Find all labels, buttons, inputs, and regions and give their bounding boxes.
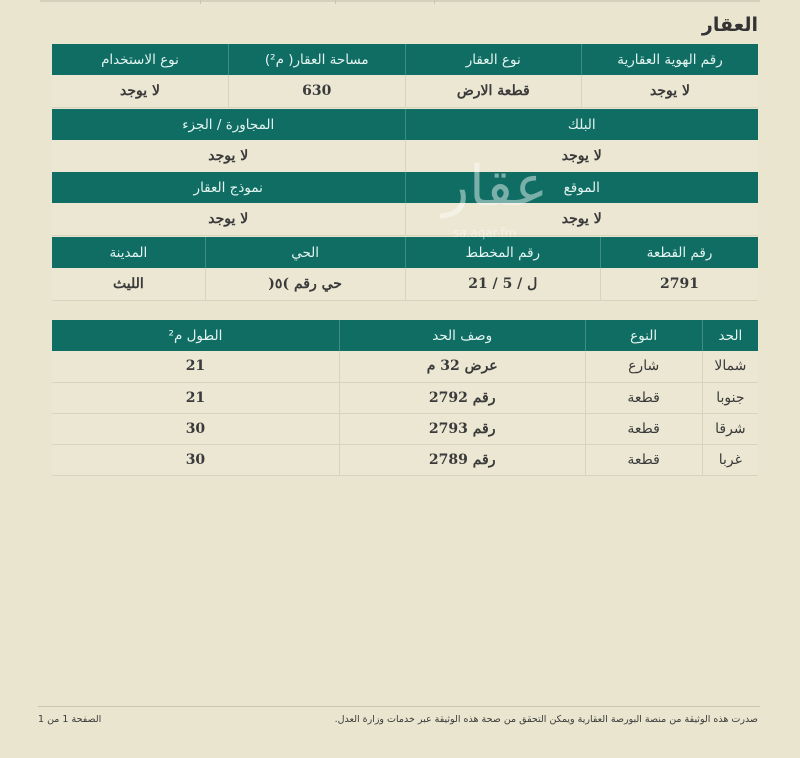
header-city: المدينة <box>52 237 205 268</box>
plot-table <box>52 237 758 301</box>
header-boundary: الحد <box>702 320 758 351</box>
table-row <box>52 140 758 172</box>
boundary-description: عرض 32 م <box>339 351 585 382</box>
page-number: الصفحة 1 من 1 <box>38 714 102 725</box>
value-plot-number: 2791 <box>601 268 758 300</box>
boundary-length: 30 <box>52 413 339 444</box>
value-block: لا يوجد <box>405 140 758 172</box>
value-neighborhood-part: لا يوجد <box>52 140 405 172</box>
boundary-direction: شمالا <box>702 351 758 382</box>
table-row <box>52 75 758 107</box>
header-district: الحي <box>205 237 405 268</box>
header-scheme-number: رقم المخطط <box>405 237 601 268</box>
header-property-model: نموذج العقار <box>52 172 405 203</box>
boundary-length: 30 <box>52 444 339 475</box>
header-boundary-type: النوع <box>585 320 702 351</box>
value-usage-type: لا يوجد <box>52 75 229 107</box>
header-block: البلك <box>405 109 758 140</box>
header-property-area: مساحة العقار( م²) <box>229 44 406 75</box>
aqar-logo-icon: عقار <box>442 154 548 219</box>
block-table <box>52 109 758 173</box>
value-location: لا يوجد <box>405 203 758 235</box>
boundary-type: قطعة <box>585 382 702 413</box>
header-location: الموقع <box>405 172 758 203</box>
value-district: حي رقم )٥( <box>205 268 405 300</box>
value-property-type: قطعة الارض <box>405 75 582 107</box>
footer-divider <box>38 706 760 707</box>
table-row <box>52 413 758 444</box>
header-boundary-length: الطول م² <box>52 320 339 351</box>
boundary-description: رقم 2792 <box>339 382 585 413</box>
boundary-type: قطعة <box>585 413 702 444</box>
boundary-direction: جنوبا <box>702 382 758 413</box>
divider-tick <box>434 0 435 4</box>
boundary-description: رقم 2793 <box>339 413 585 444</box>
table-row <box>52 351 758 382</box>
boundary-type: قطعة <box>585 444 702 475</box>
table-row <box>52 268 758 300</box>
divider-tick <box>200 0 201 4</box>
header-usage-type: نوع الاستخدام <box>52 44 229 75</box>
table-header-row <box>52 109 758 140</box>
boundary-direction: شرقا <box>702 413 758 444</box>
property-info-table <box>52 44 758 108</box>
header-boundary-description: وصف الحد <box>339 320 585 351</box>
table-header-row <box>52 320 758 351</box>
value-city: الليث <box>52 268 205 300</box>
header-property-id: رقم الهوية العقارية <box>582 44 759 75</box>
value-property-area: 630 <box>229 75 406 107</box>
header-plot-number: رقم القطعة <box>601 237 758 268</box>
header-property-type: نوع العقار <box>405 44 582 75</box>
watermark-url: sa.aqar.fm <box>453 226 517 240</box>
location-table <box>52 172 758 236</box>
table-header-row <box>52 237 758 268</box>
boundary-type: شارع <box>585 351 702 382</box>
top-divider <box>40 0 760 2</box>
value-scheme-number: ل / 5 / 21 <box>405 268 601 300</box>
boundary-length: 21 <box>52 382 339 413</box>
table-row <box>52 382 758 413</box>
section-title: العقار <box>701 14 758 36</box>
boundary-description: رقم 2789 <box>339 444 585 475</box>
table-row <box>52 203 758 235</box>
divider-tick <box>335 0 336 4</box>
value-property-id: لا يوجد <box>582 75 759 107</box>
table-header-row <box>52 172 758 203</box>
footer-verification-note: صدرت هذه الوثيقة من منصة البورصة العقارية ويمكن التحقق من صحة هذه الوثيقة عبر خدمات وزارة العدل. <box>334 714 758 725</box>
boundary-direction: غربا <box>702 444 758 475</box>
table-header-row <box>52 44 758 75</box>
value-property-model: لا يوجد <box>52 203 405 235</box>
header-neighborhood-part: المجاورة / الجزء <box>52 109 405 140</box>
boundaries-table <box>52 320 758 476</box>
table-row <box>52 444 758 475</box>
boundary-length: 21 <box>52 351 339 382</box>
